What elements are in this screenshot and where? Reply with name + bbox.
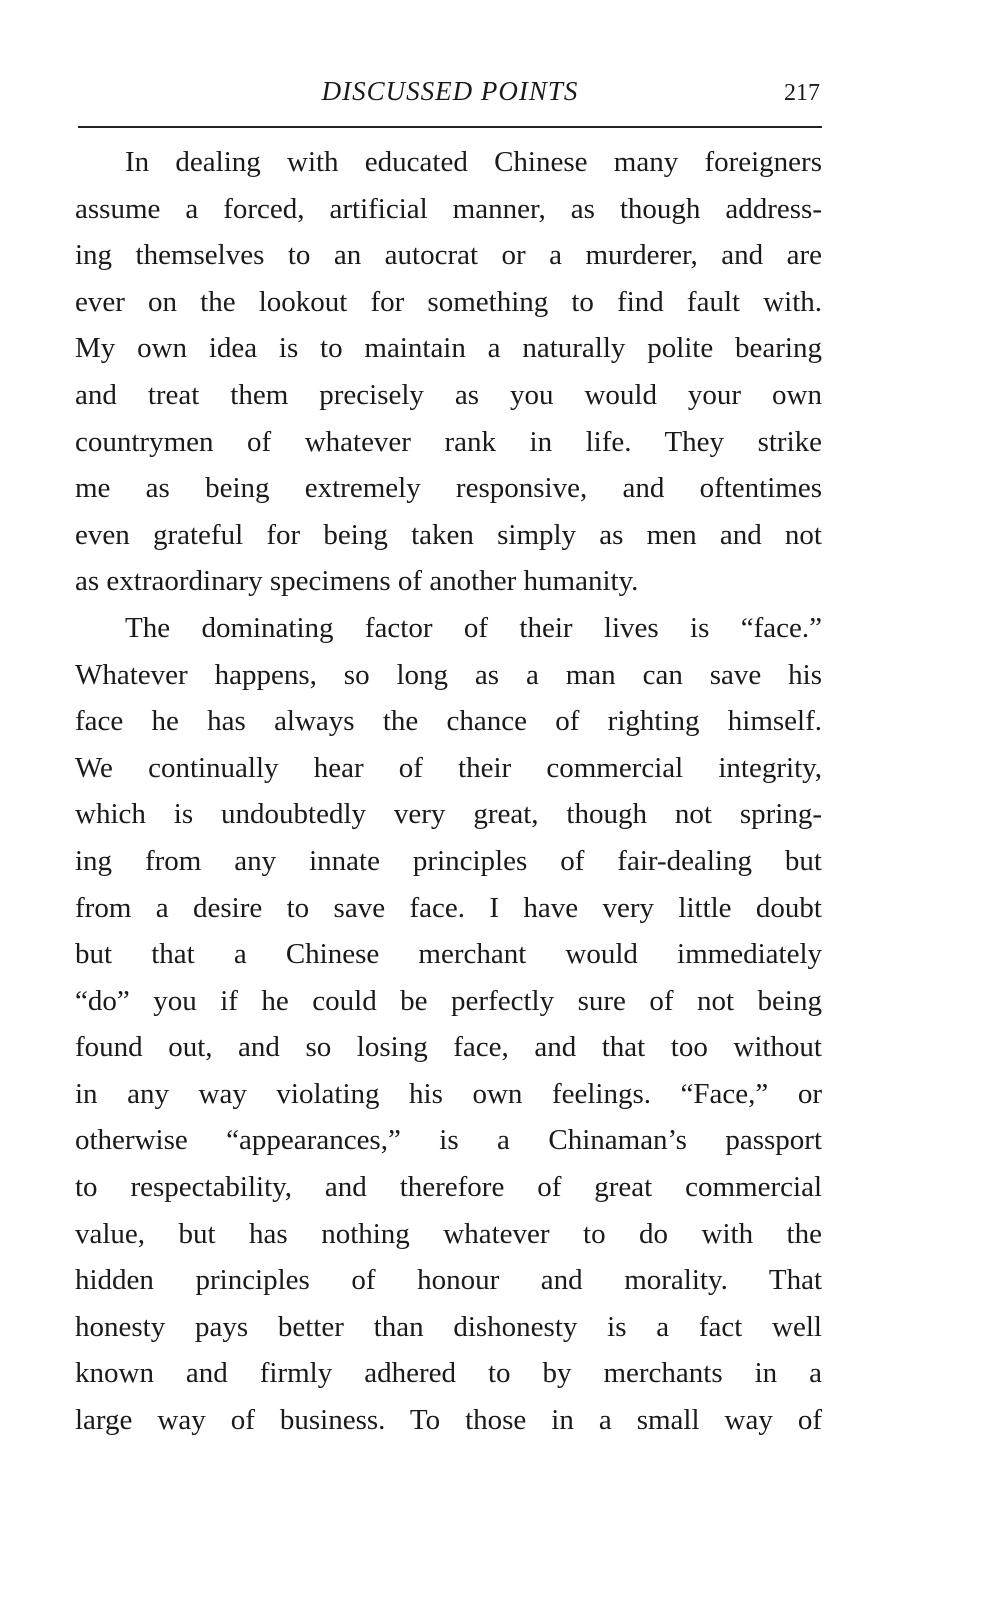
text-line: face he has always the chance of righting himself.: [75, 705, 822, 738]
text-line: In dealing with educated Chinese many foreigners: [125, 146, 822, 178]
text-line: The dominating factor of their lives is “face.”: [125, 611, 822, 644]
text-line: ing themselves to an autocrat or a murderer, and are: [75, 239, 822, 272]
text-line: even grateful for being taken simply as men and not: [75, 518, 822, 551]
paragraph: [75, 139, 822, 605]
header-rule: [78, 126, 822, 128]
text-line: which is undoubtedly very great, though not spring-: [75, 798, 822, 831]
text-line: and treat them precisely as you would your own: [75, 378, 822, 411]
text-line: ing from any innate principles of fair-dealing but: [75, 844, 822, 877]
paragraph: [75, 605, 822, 1444]
text-line: from a desire to save face. I have very little doubt: [75, 891, 822, 924]
text-line: ever on the lookout for something to find fault with.: [75, 285, 822, 318]
text-line: to respectability, and therefore of great commercial: [75, 1171, 822, 1204]
body-text: [75, 139, 822, 1444]
text-line: “do” you if he could be perfectly sure of not being: [75, 984, 822, 1017]
text-line: assume a forced, artificial manner, as though address-: [75, 192, 822, 225]
text-line: My own idea is to maintain a naturally polite bearing: [75, 332, 822, 365]
page-number: 217: [784, 80, 820, 106]
text-line: large way of business. To those in a small way of: [75, 1404, 822, 1437]
text-line: Whatever happens, so long as a man can save his: [75, 658, 822, 691]
text-line: countrymen of whatever rank in life. They strike: [75, 425, 822, 458]
text-line: as extraordinary specimens of another humanity.: [75, 565, 639, 598]
text-line: otherwise “appearances,” is a Chinaman’s passport: [75, 1124, 822, 1157]
text-line: honesty pays better than dishonesty is a fact well: [75, 1310, 822, 1343]
text-line: hidden principles of honour and morality. That: [75, 1264, 822, 1297]
text-line: We continually hear of their commercial integrity,: [75, 751, 822, 784]
text-line: but that a Chinese merchant would immediately: [75, 938, 822, 971]
text-line: me as being extremely responsive, and oftentimes: [75, 472, 822, 505]
page-header: [78, 76, 822, 112]
text-line: found out, and so losing face, and that too without: [75, 1031, 822, 1064]
text-line: known and firmly adhered to by merchants in a: [75, 1357, 822, 1390]
text-line: value, but has nothing whatever to do with the: [75, 1217, 822, 1250]
running-title: DISCUSSED POINTS: [321, 76, 579, 106]
text-line: in any way violating his own feelings. “Face,” or: [75, 1077, 822, 1110]
